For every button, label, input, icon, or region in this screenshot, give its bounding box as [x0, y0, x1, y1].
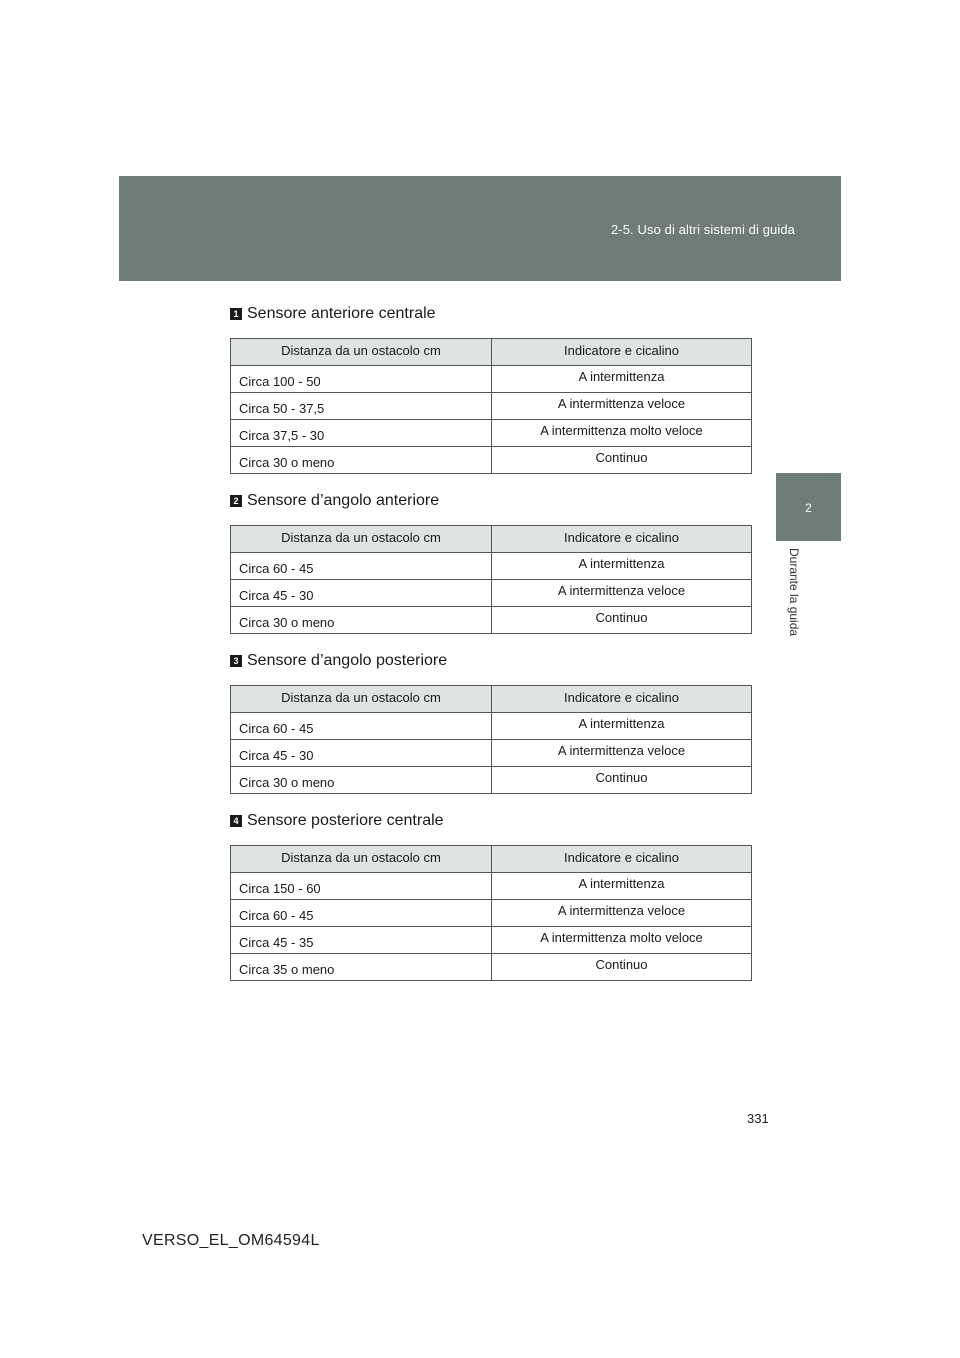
column-header-indicator: Indicatore e cicalino: [492, 686, 752, 713]
section-title: Sensore d’angolo anteriore: [247, 492, 440, 509]
table-row: [231, 713, 752, 740]
number-badge: 4: [230, 815, 242, 827]
page-number: 331: [747, 1111, 769, 1126]
section-front-corner-sensor: [230, 491, 752, 634]
chapter-label: Durante la guida: [787, 548, 801, 637]
indicator-cell: A intermittenza: [492, 713, 752, 740]
indicator-cell: A intermittenza veloce: [492, 900, 752, 927]
column-header-distance: Distanza da un ostacolo cm: [231, 846, 492, 873]
column-header-indicator: Indicatore e cicalino: [492, 526, 752, 553]
table-row: [231, 954, 752, 981]
section-title: Sensore anteriore centrale: [247, 305, 436, 322]
column-header-distance: Distanza da un ostacolo cm: [231, 526, 492, 553]
table-row: [231, 366, 752, 393]
distance-cell: Circa 37,5 - 30: [231, 420, 492, 447]
indicator-cell: A intermittenza veloce: [492, 393, 752, 420]
chapter-tab: [776, 473, 841, 541]
column-header-distance: Distanza da un ostacolo cm: [231, 686, 492, 713]
section-heading: [230, 651, 752, 671]
indicator-cell: A intermittenza veloce: [492, 740, 752, 767]
distance-cell: Circa 150 - 60: [231, 873, 492, 900]
section-title: Sensore d’angolo posteriore: [247, 652, 448, 669]
table-row: [231, 767, 752, 794]
distance-cell: Circa 45 - 30: [231, 580, 492, 607]
table-header-row: [231, 846, 752, 873]
indicator-cell: A intermittenza veloce: [492, 580, 752, 607]
distance-table: [230, 685, 752, 794]
table-row: [231, 393, 752, 420]
distance-cell: Circa 45 - 35: [231, 927, 492, 954]
indicator-cell: Continuo: [492, 767, 752, 794]
indicator-cell: A intermittenza: [492, 873, 752, 900]
document-code: VERSO_EL_OM64594L: [142, 1232, 320, 1249]
distance-cell: Circa 60 - 45: [231, 900, 492, 927]
section-heading: [230, 491, 752, 511]
distance-cell: Circa 60 - 45: [231, 713, 492, 740]
number-badge: 3: [230, 655, 242, 667]
table-row: [231, 447, 752, 474]
indicator-cell: A intermittenza: [492, 553, 752, 580]
section-heading: [230, 304, 752, 324]
table-row: [231, 607, 752, 634]
table-row: [231, 580, 752, 607]
indicator-cell: Continuo: [492, 447, 752, 474]
distance-table: [230, 525, 752, 634]
table-row: [231, 553, 752, 580]
distance-cell: Circa 50 - 37,5: [231, 393, 492, 420]
table-row: [231, 873, 752, 900]
indicator-cell: A intermittenza molto veloce: [492, 420, 752, 447]
distance-cell: Circa 45 - 30: [231, 740, 492, 767]
section-rear-center-sensor: [230, 811, 752, 981]
indicator-cell: A intermittenza: [492, 366, 752, 393]
table-row: [231, 420, 752, 447]
column-header-indicator: Indicatore e cicalino: [492, 846, 752, 873]
distance-cell: Circa 30 o meno: [231, 767, 492, 794]
table-header-row: [231, 339, 752, 366]
distance-table: [230, 845, 752, 981]
indicator-cell: Continuo: [492, 954, 752, 981]
header-title: 2-5. Uso di altri sistemi di guida: [610, 222, 795, 237]
table-header-row: [231, 526, 752, 553]
distance-cell: Circa 35 o meno: [231, 954, 492, 981]
section-rear-corner-sensor: [230, 651, 752, 794]
distance-cell: Circa 100 - 50: [231, 366, 492, 393]
chapter-number: 2: [805, 501, 812, 515]
indicator-cell: Continuo: [492, 607, 752, 634]
column-header-distance: Distanza da un ostacolo cm: [231, 339, 492, 366]
table-row: [231, 740, 752, 767]
distance-cell: Circa 30 o meno: [231, 607, 492, 634]
number-badge: 2: [230, 495, 242, 507]
number-badge: 1: [230, 308, 242, 320]
table-row: [231, 900, 752, 927]
distance-table: [230, 338, 752, 474]
column-header-indicator: Indicatore e cicalino: [492, 339, 752, 366]
chapter-header-bar: [119, 176, 841, 281]
distance-cell: Circa 60 - 45: [231, 553, 492, 580]
table-row: [231, 927, 752, 954]
section-heading: [230, 811, 752, 831]
distance-cell: Circa 30 o meno: [231, 447, 492, 474]
indicator-cell: A intermittenza molto veloce: [492, 927, 752, 954]
section-title: Sensore posteriore centrale: [247, 812, 444, 829]
section-front-center-sensor: [230, 304, 752, 474]
table-header-row: [231, 686, 752, 713]
